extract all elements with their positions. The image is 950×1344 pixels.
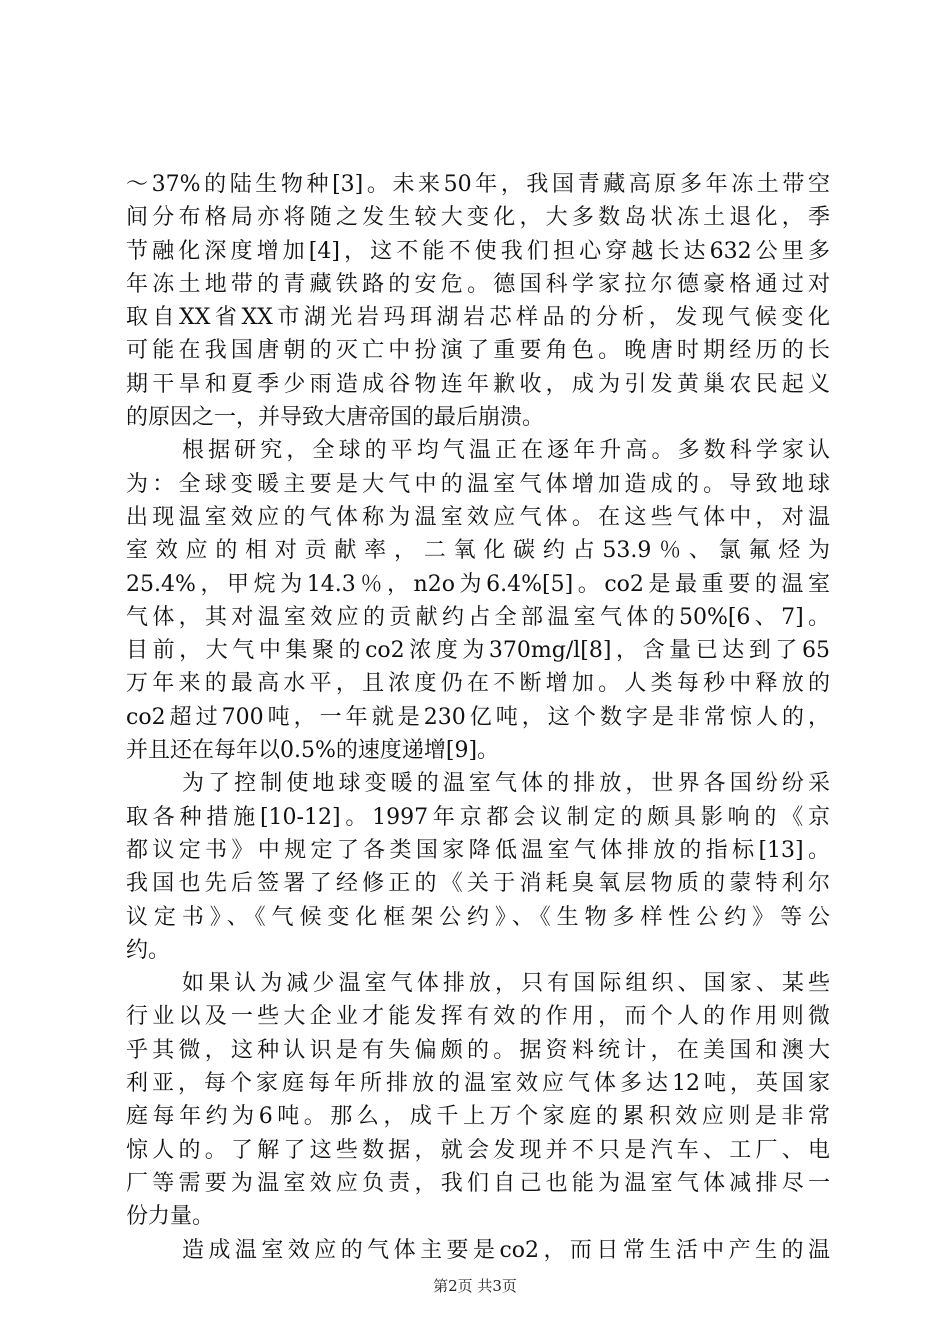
text-line: 并且还在每年以0.5%的速度递增[9]。 <box>126 738 500 764</box>
text-line: 利亚，每个家庭每年所排放的温室效应气体多达12吨，英国家 <box>126 1071 830 1097</box>
paragraph-start-line: 根据研究，全球的平均气温正在逐年升高。多数科学家认 <box>182 438 830 464</box>
text-line: 节融化深度增加[4]，这不能不使我们担心穿越长达632公里多 <box>126 238 830 264</box>
text-line: 万年来的最高水平，且浓度仍在不断增加。人类每秒中释放的 <box>126 671 830 697</box>
text-line: 乎其微，这种认识是有失偏颇的。据资料统计，在美国和澳大 <box>126 1037 830 1063</box>
text-line: 25.4%，甲烷为14.3％，n2o为6.4%[5]。co2是最重要的温室 <box>126 571 830 597</box>
text-line: 目前，大气中集聚的co2浓度为370mg/l[8]，含量已达到了65 <box>126 638 830 664</box>
text-line: 期干旱和夏季少雨造成谷物连年歉收，成为引发黄巢农民起义 <box>126 371 830 397</box>
body-text <box>126 168 830 1267</box>
text-line: 庭每年约为6吨。那么，成千上万个家庭的累积效应则是非常 <box>126 1104 830 1130</box>
text-line: 我国也先后签署了经修正的《关于消耗臭氧层物质的蒙特利尔 <box>126 871 830 897</box>
paragraph-start-line: 为了控制使地球变暖的温室气体的排放，世界各国纷纷采 <box>182 771 830 797</box>
text-line: 行业以及一些大企业才能发挥有效的作用，而个人的作用则微 <box>126 1004 830 1030</box>
text-line: 取自XX省XX市湖光岩玛珥湖岩芯样品的分析，发现气候变化 <box>126 305 830 331</box>
text-line: 可能在我国唐朝的灭亡中扮演了重要角色。晚唐时期经历的长 <box>126 338 830 364</box>
text-line: 年冻土地带的青藏铁路的安危。德国科学家拉尔德豪格通过对 <box>126 271 830 297</box>
text-line: 出现温室效应的气体称为温室效应气体。在这些气体中，对温 <box>126 504 830 530</box>
text-line: 议定书》、《气候变化框架公约》、《生物多样性公约》等公 <box>126 904 830 930</box>
paragraph-start-line: 如果认为减少温室气体排放，只有国际组织、国家、某些 <box>182 971 830 997</box>
text-line: 厂等需要为温室效应负责，我们自己也能为温室气体减排尽一 <box>126 1170 830 1196</box>
text-line: ～37%的陆生物种[3]。未来50年，我国青藏高原多年冻土带空 <box>126 172 830 197</box>
text-line: 取各种措施[10-12]。1997年京都会议制定的颇具影响的《京 <box>126 804 830 830</box>
text-line: 间分布格局亦将随之发生较大变化，大多数岛状冻土退化，季 <box>126 205 830 231</box>
text-line: 气体，其对温室效应的贡献约占全部温室气体的50%[6、7]。 <box>126 604 830 630</box>
paragraph-start-line: 造成温室效应的气体主要是co2，而日常生活中产生的温 <box>182 1237 830 1263</box>
text-line: 都议定书》中规定了各类国家降低温室气体排放的指标[13]。 <box>126 837 830 863</box>
text-line: 为：全球变暖主要是大气中的温室气体增加造成的。导致地球 <box>126 471 830 497</box>
text-line: co2超过700吨，一年就是230亿吨，这个数字是非常惊人的， <box>126 704 830 730</box>
text-line: 惊人的。了解了这些数据，就会发现并不只是汽车、工厂、电 <box>126 1137 830 1163</box>
text-line: 室效应的相对贡献率，二氧化碳约占53.9％、氯氟烃为 <box>126 538 830 564</box>
text-line: 的原因之一，并导致大唐帝国的最后崩溃。 <box>126 405 545 431</box>
page-footer: 第2页 共3页 <box>433 1277 517 1295</box>
text-line: 约。 <box>126 937 171 963</box>
text-line: 份力量。 <box>126 1204 215 1230</box>
